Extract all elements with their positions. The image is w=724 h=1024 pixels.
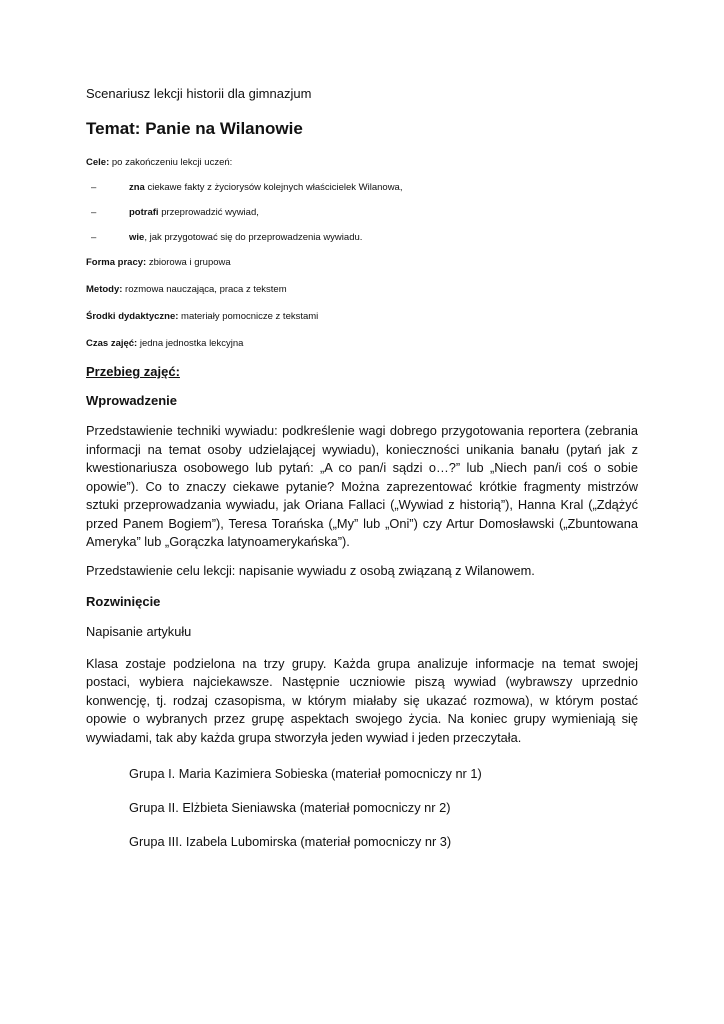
duration-label: Czas zajęć: bbox=[86, 338, 138, 349]
development-subheading: Napisanie artykułu bbox=[86, 623, 192, 639]
group-item: Grupa II. Elżbieta Sieniawska (materiał pomocniczy nr 2) bbox=[129, 800, 451, 815]
methods bbox=[86, 283, 638, 296]
goal-item bbox=[86, 231, 638, 244]
work-form-value: zbiorowa i grupowa bbox=[146, 257, 231, 268]
methods-label: Metody: bbox=[86, 284, 123, 295]
goals-label: Cele: bbox=[86, 157, 110, 168]
goal-verb: potrafi bbox=[129, 207, 159, 218]
document-subtitle: Scenariusz lekcji historii dla gimnazjum bbox=[86, 86, 312, 101]
dash-bullet: – bbox=[91, 207, 97, 218]
dash-bullet: – bbox=[91, 232, 97, 243]
teaching-aids-value: materiały pomocnicze z tekstami bbox=[178, 311, 319, 322]
groups-list bbox=[86, 765, 638, 851]
intro-paragraph: Przedstawienie techniki wywiadu: podkreślenie wagi dobrego przygotowania reportera (zebrania informacji na temat osoby udzielającej wywiadu), konieczności unikania banału (pytań jak z kwestionariusza osobowego lub pytań: „A co pan/i sądzi o…?” lub „Niech pan/i coś o sobie opowie”). Co to znaczy ciekawe pytanie? Można zaprezentować krótkie fragmenty mistrzów sztuki przeprowadzania wywiadu, jak Oriana Fallaci („Wywiad z historią”), Hanna Kral („Zdążyć przed Panem Bogiem”), Teresa Torańska („My” lub „Oni”) czy Artur Domosławski („Zbuntowana Ameryka” lub „Gorączka latynoamerykańska”). bbox=[86, 423, 638, 549]
duration-value: jedna jednostka lekcyjna bbox=[137, 338, 244, 349]
goal-text: ciekawe fakty z życiorysów kolejnych właścicielek Wilanowa, bbox=[144, 182, 403, 193]
intro-heading: Wprowadzenie bbox=[86, 393, 178, 408]
development-paragraph: Klasa zostaje podzielona na trzy grupy. Każda grupa analizuje informacje na temat swojej postaci, wybiera najciekawsze. Następnie uczniowie piszą wywiad (wybrawszy uprzednio konwencję, tj. rodzaj czasopisma, w którym miałaby się ukazać rozmowa), w którym postać opowie o wybranych przez grupę aspektach swojego życia. Na koniec grupy wymieniają się wywiadami, tak aby każda grupa stworzyła jeden wywiad i jeden przeczytała. bbox=[86, 655, 638, 745]
lesson-goal-paragraph: Przedstawienie celu lekcji: napisanie wywiadu z osobą związaną z Wilanowem. bbox=[86, 562, 535, 578]
work-form bbox=[86, 256, 638, 269]
goal-text: przeprowadzić wywiad, bbox=[158, 207, 259, 218]
goal-verb: wie bbox=[129, 232, 145, 243]
goal-item bbox=[86, 181, 638, 194]
goal-text: , jak przygotować się do przeprowadzenia wywiadu. bbox=[144, 232, 363, 243]
work-form-label: Forma pracy: bbox=[86, 257, 147, 268]
goal-verb: zna bbox=[129, 182, 145, 193]
lesson-title: Temat: Panie na Wilanowie bbox=[86, 119, 303, 138]
group-item: Grupa III. Izabela Lubomirska (materiał pomocniczy nr 3) bbox=[129, 834, 452, 849]
teaching-aids bbox=[86, 310, 638, 323]
goals-intro bbox=[86, 156, 638, 169]
dash-bullet: – bbox=[91, 182, 97, 193]
course-heading: Przebieg zajęć: bbox=[86, 364, 180, 379]
group-item: Grupa I. Maria Kazimiera Sobieska (materiał pomocniczy nr 1) bbox=[129, 766, 482, 781]
development-heading: Rozwinięcie bbox=[86, 593, 161, 609]
goal-item bbox=[86, 206, 638, 219]
teaching-aids-label: Środki dydaktyczne: bbox=[86, 311, 179, 322]
goals-intro-text: po zakończeniu lekcji uczeń: bbox=[109, 157, 233, 168]
duration bbox=[86, 337, 638, 350]
goals-list bbox=[86, 181, 638, 244]
methods-value: rozmowa nauczająca, praca z tekstem bbox=[122, 284, 287, 295]
